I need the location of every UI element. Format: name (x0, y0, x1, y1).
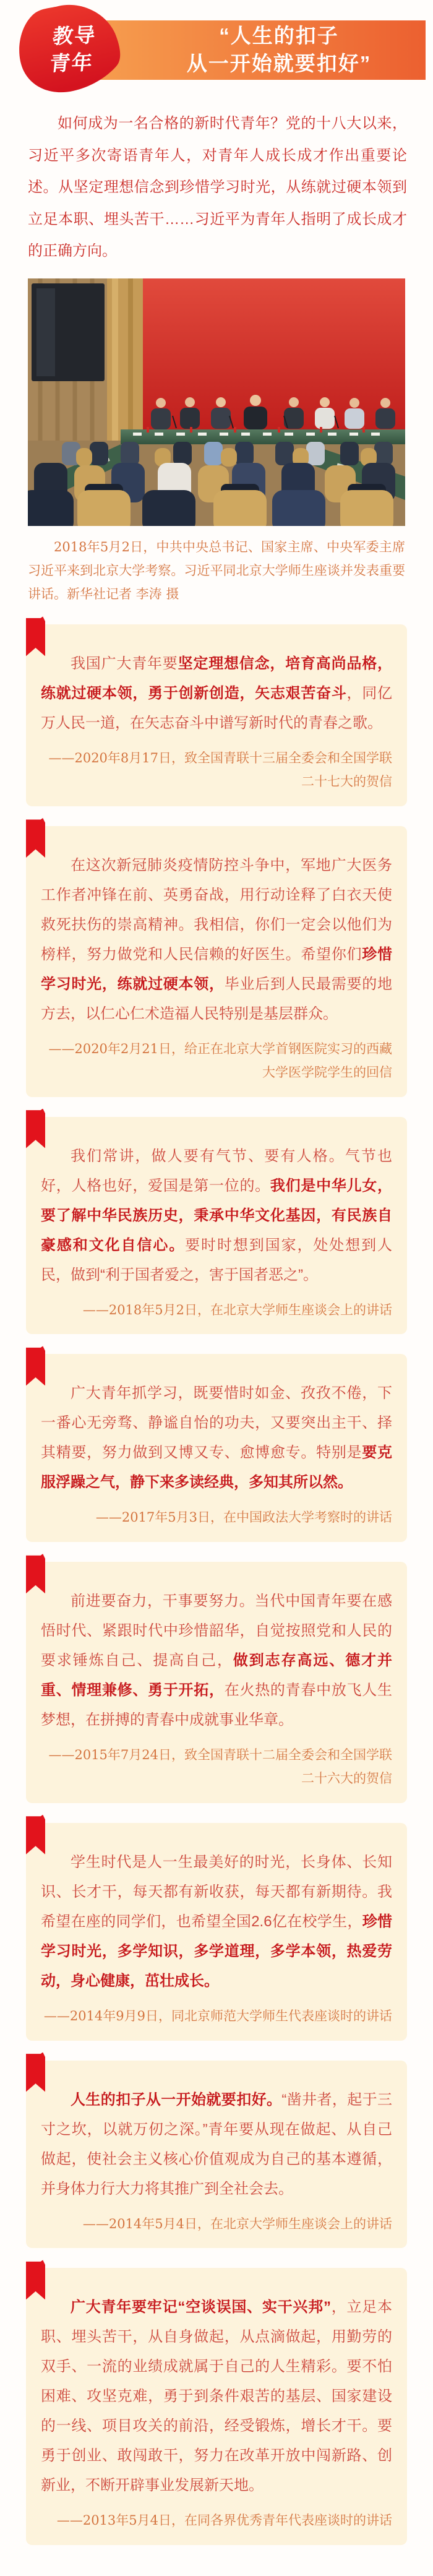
intro-paragraph: 如何成为一名合格的新时代青年？党的十八大以来，习近平多次寄语青年人，对青年人成长成才作出重要论述。从坚定理想信念到珍惜学习时光，从练就过硬本领到立足本职、埋头苦干……习近平为青年人指明了成长成才的正确方向。 (28, 115, 407, 260)
quote-source: ——2014年9月9日，同北京师范大学师生代表座谈时的讲话 (43, 2008, 392, 2023)
quote-source: ——2017年5月3日，在中国政法大学考察时的讲话 (95, 1510, 392, 1525)
quote-text: 我们常讲，做人要有气节、要有人格。气节也好，人格也好，爱国是第一位的。我们是中华儿女，要了解中华民族历史，秉承中华文化基因，有民族自豪感和文化自信心。要时时想到国家，处处想到人民，做到“利于国者爱之，害于国者恶之”。 (41, 1147, 393, 1283)
quote-card (26, 2061, 407, 2249)
quote-card (26, 1823, 407, 2041)
bookmark-ribbon-icon (26, 616, 45, 656)
quote-card (26, 1117, 407, 1335)
bookmark-ribbon-icon (26, 818, 45, 858)
page-header (0, 0, 433, 99)
bookmark-ribbon-icon (26, 1109, 45, 1148)
quote-card (26, 624, 407, 806)
quote-card (26, 826, 407, 1097)
meeting-photo-illustration (28, 278, 405, 526)
quote-text: 前进要奋力，干事要努力。当代中国青年要在感悟时代、紧跟时代中珍惜韶华，自觉按照党和人民的要求锤炼自己、提高自己，做到志存高远、德才并重、情理兼修、勇于开拓，在火热的青春中放飞人生梦想，在拼搏的青春中成就事业华章。 (41, 1593, 393, 1729)
quote-text: 在这次新冠肺炎疫情防控斗争中，军地广大医务工作者冲锋在前、英勇奋战，用行动诠释了白衣天使救死扶伤的崇高精神。我相信，你们一定会以他们为榜样，努力做党和人民信赖的好医生。希望你们珍惜学习时光，练就过硬本领，毕业后到人民最需要的地方去，以仁心仁术造福人民特别是基层群众。 (41, 856, 393, 1022)
quote-source: ——2015年7月24日，致全国青联十二届全委会和全国学联二十六大的贺信 (48, 1747, 392, 1786)
bookmark-ribbon-icon (26, 2260, 45, 2299)
quote-source: ——2013年5月4日，在同各界优秀青年代表座谈时的讲话 (56, 2513, 392, 2528)
quote-card (26, 1562, 407, 1803)
quote-text: 人生的扣子从一开始就要扣好。“凿井者，起于三寸之坎，以就万仞之深。”青年要从现在做起、从自己做起，使社会主义核心价值观成为自己的基本遵循，并身体力行大力将其推广到全社会去。 (41, 2091, 393, 2197)
quote-text: 广大青年抓学习，既要惜时如金、孜孜不倦，下一番心无旁骛、静谧自怡的功夫，又要突出主干、择其精要，努力做到又博又专、愈博愈专。特别是要克服浮躁之气，静下来多读经典，多知其所以然。 (41, 1385, 393, 1491)
quote-text: 广大青年要牢记“空谈误国、实干兴邦”，立足本职、埋头苦干，从自身做起，从点滴做起，用勤劳的双手、一流的业绩成就属于自己的人生精彩。要不怕困难、攻坚克难，勇于到条件艰苦的基层、国家建设的一线、项目攻关的前沿，经受锻炼，增长才干。要勇于创业、敢闯敢干，努力在改革开放中闯新路、创新业，不断开辟事业发展新天地。 (41, 2299, 393, 2494)
quotes-section (0, 624, 433, 2576)
quote-card (26, 1354, 407, 1542)
page-title-line1: “人生的扣子 (219, 24, 339, 48)
quote-source: ——2018年5月2日，在北京大学师生座谈会上的讲话 (82, 1302, 392, 1317)
bookmark-ribbon-icon (26, 1346, 45, 1385)
bookmark-ribbon-icon (26, 1554, 45, 1593)
page-title-line2: 从一开始就要扣好” (186, 52, 372, 75)
quote-source: ——2020年2月21日，给正在北京大学首钢医院实习的西藏大学医学院学生的回信 (48, 1041, 392, 1080)
photo-caption: 2018年5月2日，中共中央总书记、国家主席、中央军委主席习近平来到北京大学考察。习近平同北京大学师生座谈并发表重要讲话。新华社记者 李涛 摄 (28, 539, 405, 601)
quote-text: 学生时代是人一生最美好的时光，长身体、长知识、长才干，每天都有新收获，每天都有新期待。我希望在座的同学们，也希望全国2.6亿在校学生，珍惜学习时光，多学知识，多学道理，多学本领，热爱劳动，身心健康，茁壮成长。 (41, 1853, 392, 1989)
quote-source: ——2020年8月17日，致全国青联十三届全委会和全国学联二十七大的贺信 (48, 751, 392, 790)
series-badge (17, 2, 121, 95)
series-badge-label: 教导 青年 (48, 23, 98, 75)
meeting-photo (28, 278, 405, 526)
bookmark-ribbon-icon (26, 2053, 45, 2092)
bookmark-ribbon-icon (26, 1815, 45, 1854)
quote-text: 我国广大青年要坚定理想信念，培育高尚品格，练就过硬本领，勇于创新创造，矢志艰苦奋斗，同亿万人民一道，在矢志奋斗中谱写新时代的青春之歌。 (41, 655, 393, 732)
quote-source: ——2014年5月4日，在北京大学师生座谈会上的讲话 (82, 2216, 392, 2231)
quote-card (26, 2268, 407, 2545)
